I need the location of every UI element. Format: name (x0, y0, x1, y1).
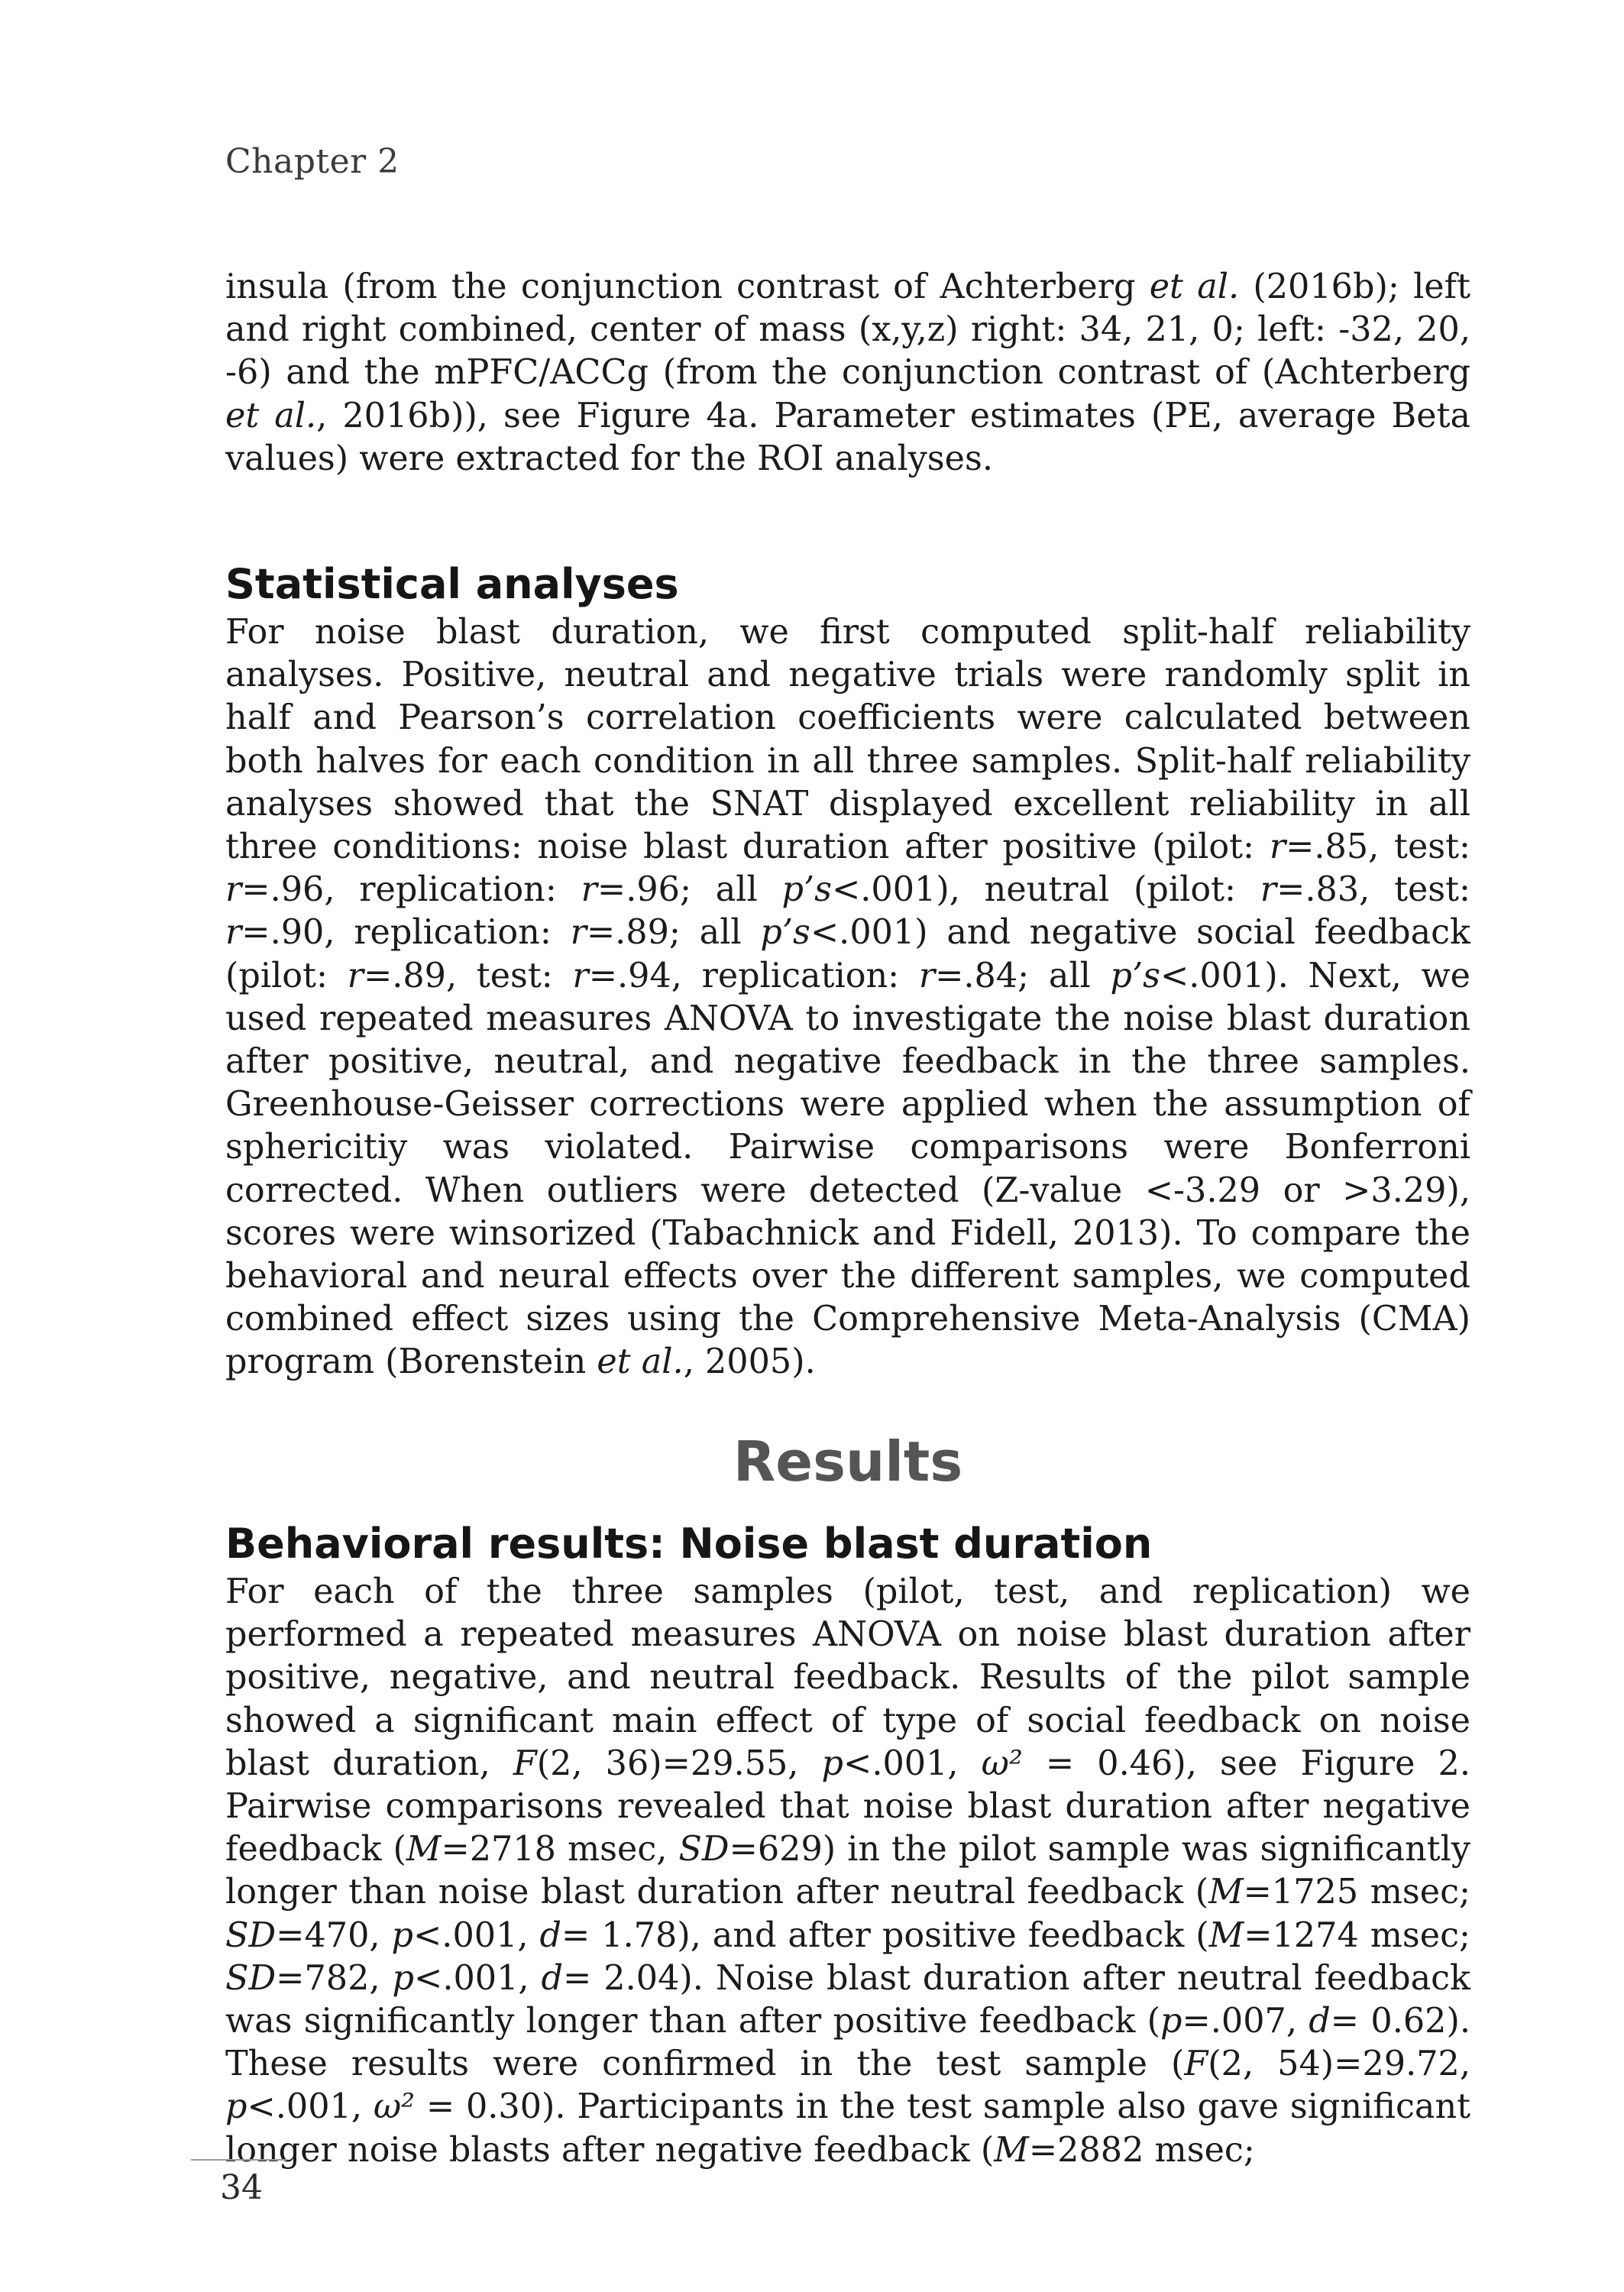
italic-term: et al. (225, 396, 317, 435)
behavioral-results-section (225, 1519, 1470, 2172)
text-run: <.001), neutral (pilot: (832, 870, 1260, 910)
italic-term: p’s (760, 913, 810, 953)
text-run: =470, (276, 1915, 392, 1955)
intro-paragraph (225, 266, 1470, 481)
text-run: <.001) and negative social feedback (pilot: (225, 913, 1470, 995)
italic-term: d (1309, 2002, 1331, 2041)
text-run: =.96; all (597, 870, 782, 910)
italic-term: p (392, 1958, 415, 1998)
intro-section (225, 266, 1470, 481)
text-run: =1274 msec; (1244, 1915, 1470, 1955)
italic-term: p (391, 1915, 414, 1955)
text-run: =.83, test: (1276, 870, 1470, 910)
text-run: <.001, (414, 1958, 542, 1998)
italic-term: et al. (1149, 267, 1240, 306)
text-run: =.96, replication: (241, 870, 581, 910)
italic-term: r (225, 870, 242, 910)
italic-term: r (918, 956, 936, 995)
italic-term: r (570, 913, 587, 953)
italic-term: F (513, 1743, 537, 1783)
italic-term: p (1160, 2002, 1182, 2041)
italic-term: M (1208, 1915, 1244, 1955)
italic-term: F (1184, 2044, 1208, 2084)
text-run: =1725 msec; (1243, 1873, 1470, 1912)
text-run: (2016b); left and right combined, center of mass (x,y,z) right: 34, 21, 0; left: -32, 20, -6) and the mPFC/ACCg (from the conjunction contrast of (Achterberg (225, 267, 1470, 393)
italic-term: SD (678, 1830, 730, 1870)
italic-term: d (539, 1915, 561, 1955)
italic-term: SD (225, 1958, 277, 1998)
text-run: =2882 msec; (1028, 2130, 1255, 2170)
italic-term: SD (225, 1915, 277, 1955)
text-run: (2, 54)=29.72, (1208, 2044, 1470, 2084)
footer-rule (191, 2159, 287, 2161)
text-run: <.001, (247, 2087, 374, 2127)
text-run: =.84; all (935, 956, 1111, 995)
text-run: =.90, replication: (241, 913, 571, 953)
italic-term: ω² (981, 1743, 1023, 1783)
italic-term: M (406, 1830, 442, 1870)
italic-term: d (541, 1958, 564, 1998)
italic-term: p (225, 2087, 247, 2127)
text-run: <.001). Next, we used repeated measures ANOVA to investigate the noise blast duration after positive, neutral, and negative feedback in the three samples. Greenhouse-Geisser corrections were applied when the assumption of sphericitiy was violated. Pairwise comparisons were Bonferroni corrected. When outliers were detected (Z-value <-3.29 or >3.29), scores were winsorized (Tabachnick and Fidell, 2013). To compare the behavioral and neural effects over the different samples, we computed combined effect sizes using the Comprehensive Meta-Analysis (CMA) program (Borenstein (225, 956, 1471, 1382)
text-run: =.94, replication: (588, 956, 919, 995)
text-run: =.89; all (586, 913, 761, 953)
statistical-analyses-paragraph (225, 611, 1470, 1384)
behavioral-results-paragraph (225, 1571, 1470, 2172)
italic-term: r (581, 870, 597, 910)
italic-term: r (1269, 827, 1286, 867)
text-run: For each of the three samples (pilot, test, and replication) we performed a repeated measures ANOVA on noise blast duration after positive, negative, and neutral feedback. Results of the pilot sample showed a significant main effect of type of social feedback on noise blast duration, (225, 1572, 1470, 1783)
text-run: (2, 36)=29.55, (536, 1743, 822, 1783)
italic-term: r (1260, 870, 1277, 910)
text-run: = 1.78), and after positive feedback ( (561, 1915, 1209, 1955)
italic-term: r (347, 956, 364, 995)
text-run: = 0.62). These results were confirmed in the test sample ( (225, 2002, 1470, 2084)
results-heading: Results (733, 1429, 963, 1494)
statistical-analyses-section (225, 559, 1470, 1384)
text-run: <.001, (413, 1915, 540, 1955)
italic-term: M (994, 2130, 1029, 2170)
running-head: Chapter 2 (225, 142, 400, 181)
subsection-heading: Behavioral results: Noise blast duration (225, 1520, 1153, 1568)
text-run: , 2005). (683, 1342, 816, 1382)
text-run: <.001, (843, 1743, 982, 1783)
text-run: =782, (276, 1958, 393, 1998)
italic-term: r (225, 913, 242, 953)
italic-term: p’s (781, 870, 832, 910)
text-run: =.85, test: (1286, 827, 1470, 867)
text-run: =.89, test: (363, 956, 573, 995)
text-run: =.007, (1182, 2002, 1309, 2041)
italic-term: M (1208, 1873, 1244, 1912)
page-number: 34 (220, 2168, 263, 2207)
text-run: , 2016b)), see Figure 4a. Parameter estimates (PE, average Beta values) were extracted for the ROI analyses. (225, 396, 1470, 478)
italic-term: r (572, 956, 589, 995)
italic-term: et al. (597, 1342, 684, 1382)
text-run: For noise blast duration, we first computed split-half reliability analyses. Positive, neutral and negative trials were randomly split in half and Pearson’s correlation coefficients were calculated between both halves for each condition in all three samples. Split-half reliability analyses showed that the SNAT displayed excellent reliability in all three conditions: noise blast duration after positive (pilot: (225, 613, 1470, 867)
text-run: = 0.30). Participants in the test sample also gave significant longer noise blasts after negative feedback ( (225, 2087, 1470, 2170)
text-run: =2718 msec, (441, 1830, 679, 1870)
text-run: =629) in the pilot sample was significantly longer than noise blast duration after neutral feedback ( (225, 1830, 1470, 1912)
text-run: = 2.04). Noise blast duration after neutral feedback was significantly longer than after positive feedback ( (225, 1958, 1470, 2041)
text-run: insula (from the conjunction contrast of Achterberg (225, 267, 1150, 306)
text-run: = 0.46), see Figure 2. Pairwise comparisons revealed that noise blast duration after negative feedback ( (225, 1743, 1470, 1870)
italic-term: p (821, 1743, 844, 1783)
italic-term: p’s (1110, 956, 1160, 995)
section-heading: Statistical analyses (225, 560, 679, 608)
italic-term: ω² (373, 2087, 415, 2127)
